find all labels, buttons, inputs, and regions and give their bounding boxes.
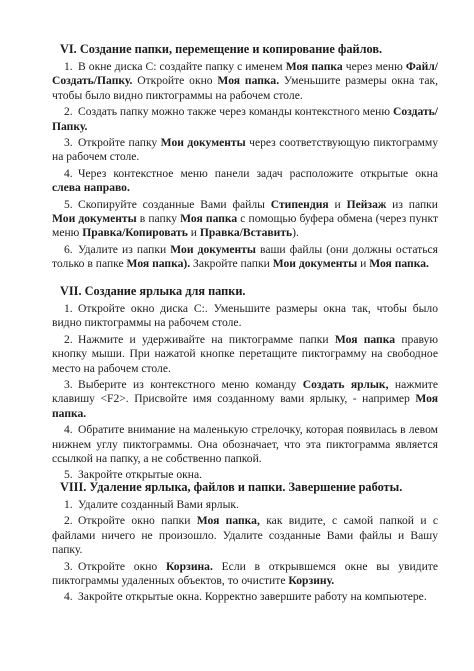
item-number: 1. bbox=[64, 60, 73, 73]
instruction-list bbox=[52, 60, 438, 272]
text-run: Откройте окно bbox=[78, 559, 166, 573]
bold-term: Правка/Вставить bbox=[199, 226, 293, 240]
text-run: с помощью буфера обмена (через пункт меню bbox=[52, 212, 439, 240]
text-run: в папку bbox=[136, 212, 181, 226]
text-run: и bbox=[357, 257, 370, 271]
instruction-list bbox=[52, 302, 438, 483]
list-item bbox=[52, 560, 438, 589]
list-item bbox=[52, 423, 438, 466]
bold-term: Корзина. bbox=[165, 559, 213, 573]
text-run: Откройте окно bbox=[132, 74, 218, 88]
text-run: Закройте папки bbox=[190, 257, 273, 271]
item-number: 2. bbox=[64, 332, 73, 346]
bold-term: Пейзаж bbox=[346, 197, 387, 211]
bold-term: Моя папка. bbox=[217, 74, 280, 88]
text-run: В окне диска С: создайте папку с именем bbox=[78, 60, 286, 73]
bold-term: Моя папка). bbox=[126, 257, 191, 271]
list-item bbox=[52, 378, 438, 421]
bold-term: Правка/Копировать bbox=[82, 226, 188, 240]
text-run: и bbox=[328, 197, 347, 211]
item-text bbox=[52, 198, 438, 241]
bold-term: Создать/Папку. bbox=[52, 105, 438, 133]
text-run: Откройте папку bbox=[78, 136, 161, 150]
bold-term: Мои документы bbox=[160, 136, 246, 150]
section-6 bbox=[52, 42, 438, 274]
bold-term: Создать ярлык, bbox=[302, 378, 389, 392]
bold-term: Моя папка. bbox=[369, 257, 429, 271]
bold-term: Мои документы bbox=[52, 212, 137, 226]
text-run: Закройте открытые окна. Корректно завершите работу на компьютере. bbox=[78, 590, 427, 604]
text-run: Удалите из папки bbox=[78, 242, 171, 256]
list-item bbox=[52, 243, 438, 272]
section-7 bbox=[52, 284, 438, 485]
item-text bbox=[52, 498, 438, 512]
list-item bbox=[52, 302, 438, 331]
list-item bbox=[52, 60, 438, 103]
item-text bbox=[52, 167, 438, 196]
text-run: ). bbox=[292, 226, 299, 240]
item-number: 5. bbox=[64, 197, 73, 211]
list-item bbox=[52, 590, 438, 604]
text-run: Уменьшите размеры окна так, чтобы было видно пиктограммы на рабочем столе. bbox=[52, 74, 438, 102]
text-run: Создать папку можно также через команды контекстного меню bbox=[78, 105, 393, 119]
bold-term: Моя папка bbox=[180, 212, 238, 226]
list-item bbox=[52, 333, 438, 376]
item-number: 4. bbox=[64, 590, 73, 604]
text-run: Обратите внимание на маленькую стрелочку, которая появилась в левом нижнем углу пиктограммы. Она обозначает, что эта пиктограмма является ссылкой на папку, а не собственно папкой. bbox=[52, 423, 438, 466]
list-item bbox=[52, 198, 438, 241]
list-item bbox=[52, 136, 438, 165]
section-heading: VII. Создание ярлыка для папки. bbox=[60, 284, 246, 298]
item-text bbox=[52, 136, 438, 165]
item-number: 5. bbox=[64, 468, 73, 482]
item-text bbox=[52, 333, 438, 376]
text-run: ваши файлы (они должны остаться только в папке bbox=[52, 242, 438, 271]
text-run: Скопируйте созданные Вами файлы bbox=[78, 197, 271, 211]
text-run: нажмите клавишу <F2>. Присвойте имя созданному вами ярлыку, - например bbox=[52, 378, 438, 406]
bold-term: Мои документы bbox=[170, 242, 256, 256]
bold-term: слева направо. bbox=[52, 181, 130, 195]
bold-term: Файл/Создать/Папку. bbox=[52, 60, 439, 88]
list-item bbox=[52, 498, 438, 512]
text-run: Удалите созданный Вами ярлык. bbox=[78, 498, 239, 511]
item-text bbox=[52, 243, 438, 272]
list-item bbox=[52, 514, 438, 557]
item-text bbox=[52, 590, 438, 604]
section-heading: VIII. Удаление ярлыка, файлов и папки. Завершение работы. bbox=[60, 480, 403, 494]
text-run: из папки bbox=[386, 197, 438, 211]
bold-term: Корзину. bbox=[288, 574, 335, 588]
item-number: 3. bbox=[64, 136, 73, 150]
item-number: 1. bbox=[64, 498, 73, 511]
item-number: 6. bbox=[64, 242, 73, 256]
text-run: и bbox=[187, 226, 200, 240]
list-item bbox=[52, 167, 438, 196]
item-number: 3. bbox=[64, 559, 73, 573]
bold-term: Моя папка bbox=[285, 60, 343, 73]
item-text bbox=[52, 105, 438, 134]
text-run: Если в открывшемся окне вы увидите пиктограммы удаленных объектов, то очистите bbox=[52, 559, 438, 588]
item-text bbox=[52, 514, 438, 557]
text-run: правую кнопку мыши. При нажатой кнопке перетащите пиктограмму на свободное место на рабочем столе. bbox=[52, 332, 438, 375]
bold-term: Моя папка. bbox=[52, 392, 438, 420]
item-text bbox=[52, 560, 438, 589]
list-item bbox=[52, 105, 438, 134]
item-number: 4. bbox=[64, 166, 73, 180]
text-run: Выберите из контекстного меню команду bbox=[78, 378, 303, 392]
bold-term: Моя папка, bbox=[196, 514, 260, 528]
text-run: Нажмите и удерживайте на пиктограмме папки bbox=[78, 332, 335, 346]
instruction-list bbox=[52, 498, 438, 605]
text-run: через меню bbox=[342, 60, 406, 73]
item-text bbox=[52, 60, 438, 103]
text-run: через соответствующую пиктограмму на рабочем столе. bbox=[52, 136, 438, 164]
item-number: 4. bbox=[64, 423, 73, 437]
text-run: Через контекстное меню панели задач расположите открытые окна bbox=[78, 166, 438, 180]
text-run: Откройте окно папки bbox=[78, 514, 197, 528]
text-run: Закройте открытые окна. bbox=[78, 468, 203, 482]
item-number: 2. bbox=[64, 514, 73, 528]
item-number: 1. bbox=[64, 302, 73, 315]
text-run: как видите, с самой папкой и с файлами ничего не произошло. Удалите созданные Вами файлы и Вашу папку. bbox=[52, 514, 438, 557]
section-heading: VI. Создание папки, перемещение и копирование файлов. bbox=[60, 42, 383, 56]
item-text bbox=[52, 423, 438, 466]
item-number: 3. bbox=[64, 378, 73, 392]
text-run: Откройте окно диска С:. Уменьшите размеры окна так, чтобы было видно пиктограммы на рабочем столе. bbox=[52, 302, 438, 330]
item-text bbox=[52, 378, 438, 421]
item-number: 2. bbox=[64, 105, 73, 119]
bold-term: Стипендия bbox=[270, 197, 329, 211]
item-text bbox=[52, 302, 438, 331]
section-8 bbox=[52, 480, 438, 607]
bold-term: Мои документы bbox=[272, 257, 358, 271]
bold-term: Моя папка bbox=[334, 332, 396, 346]
